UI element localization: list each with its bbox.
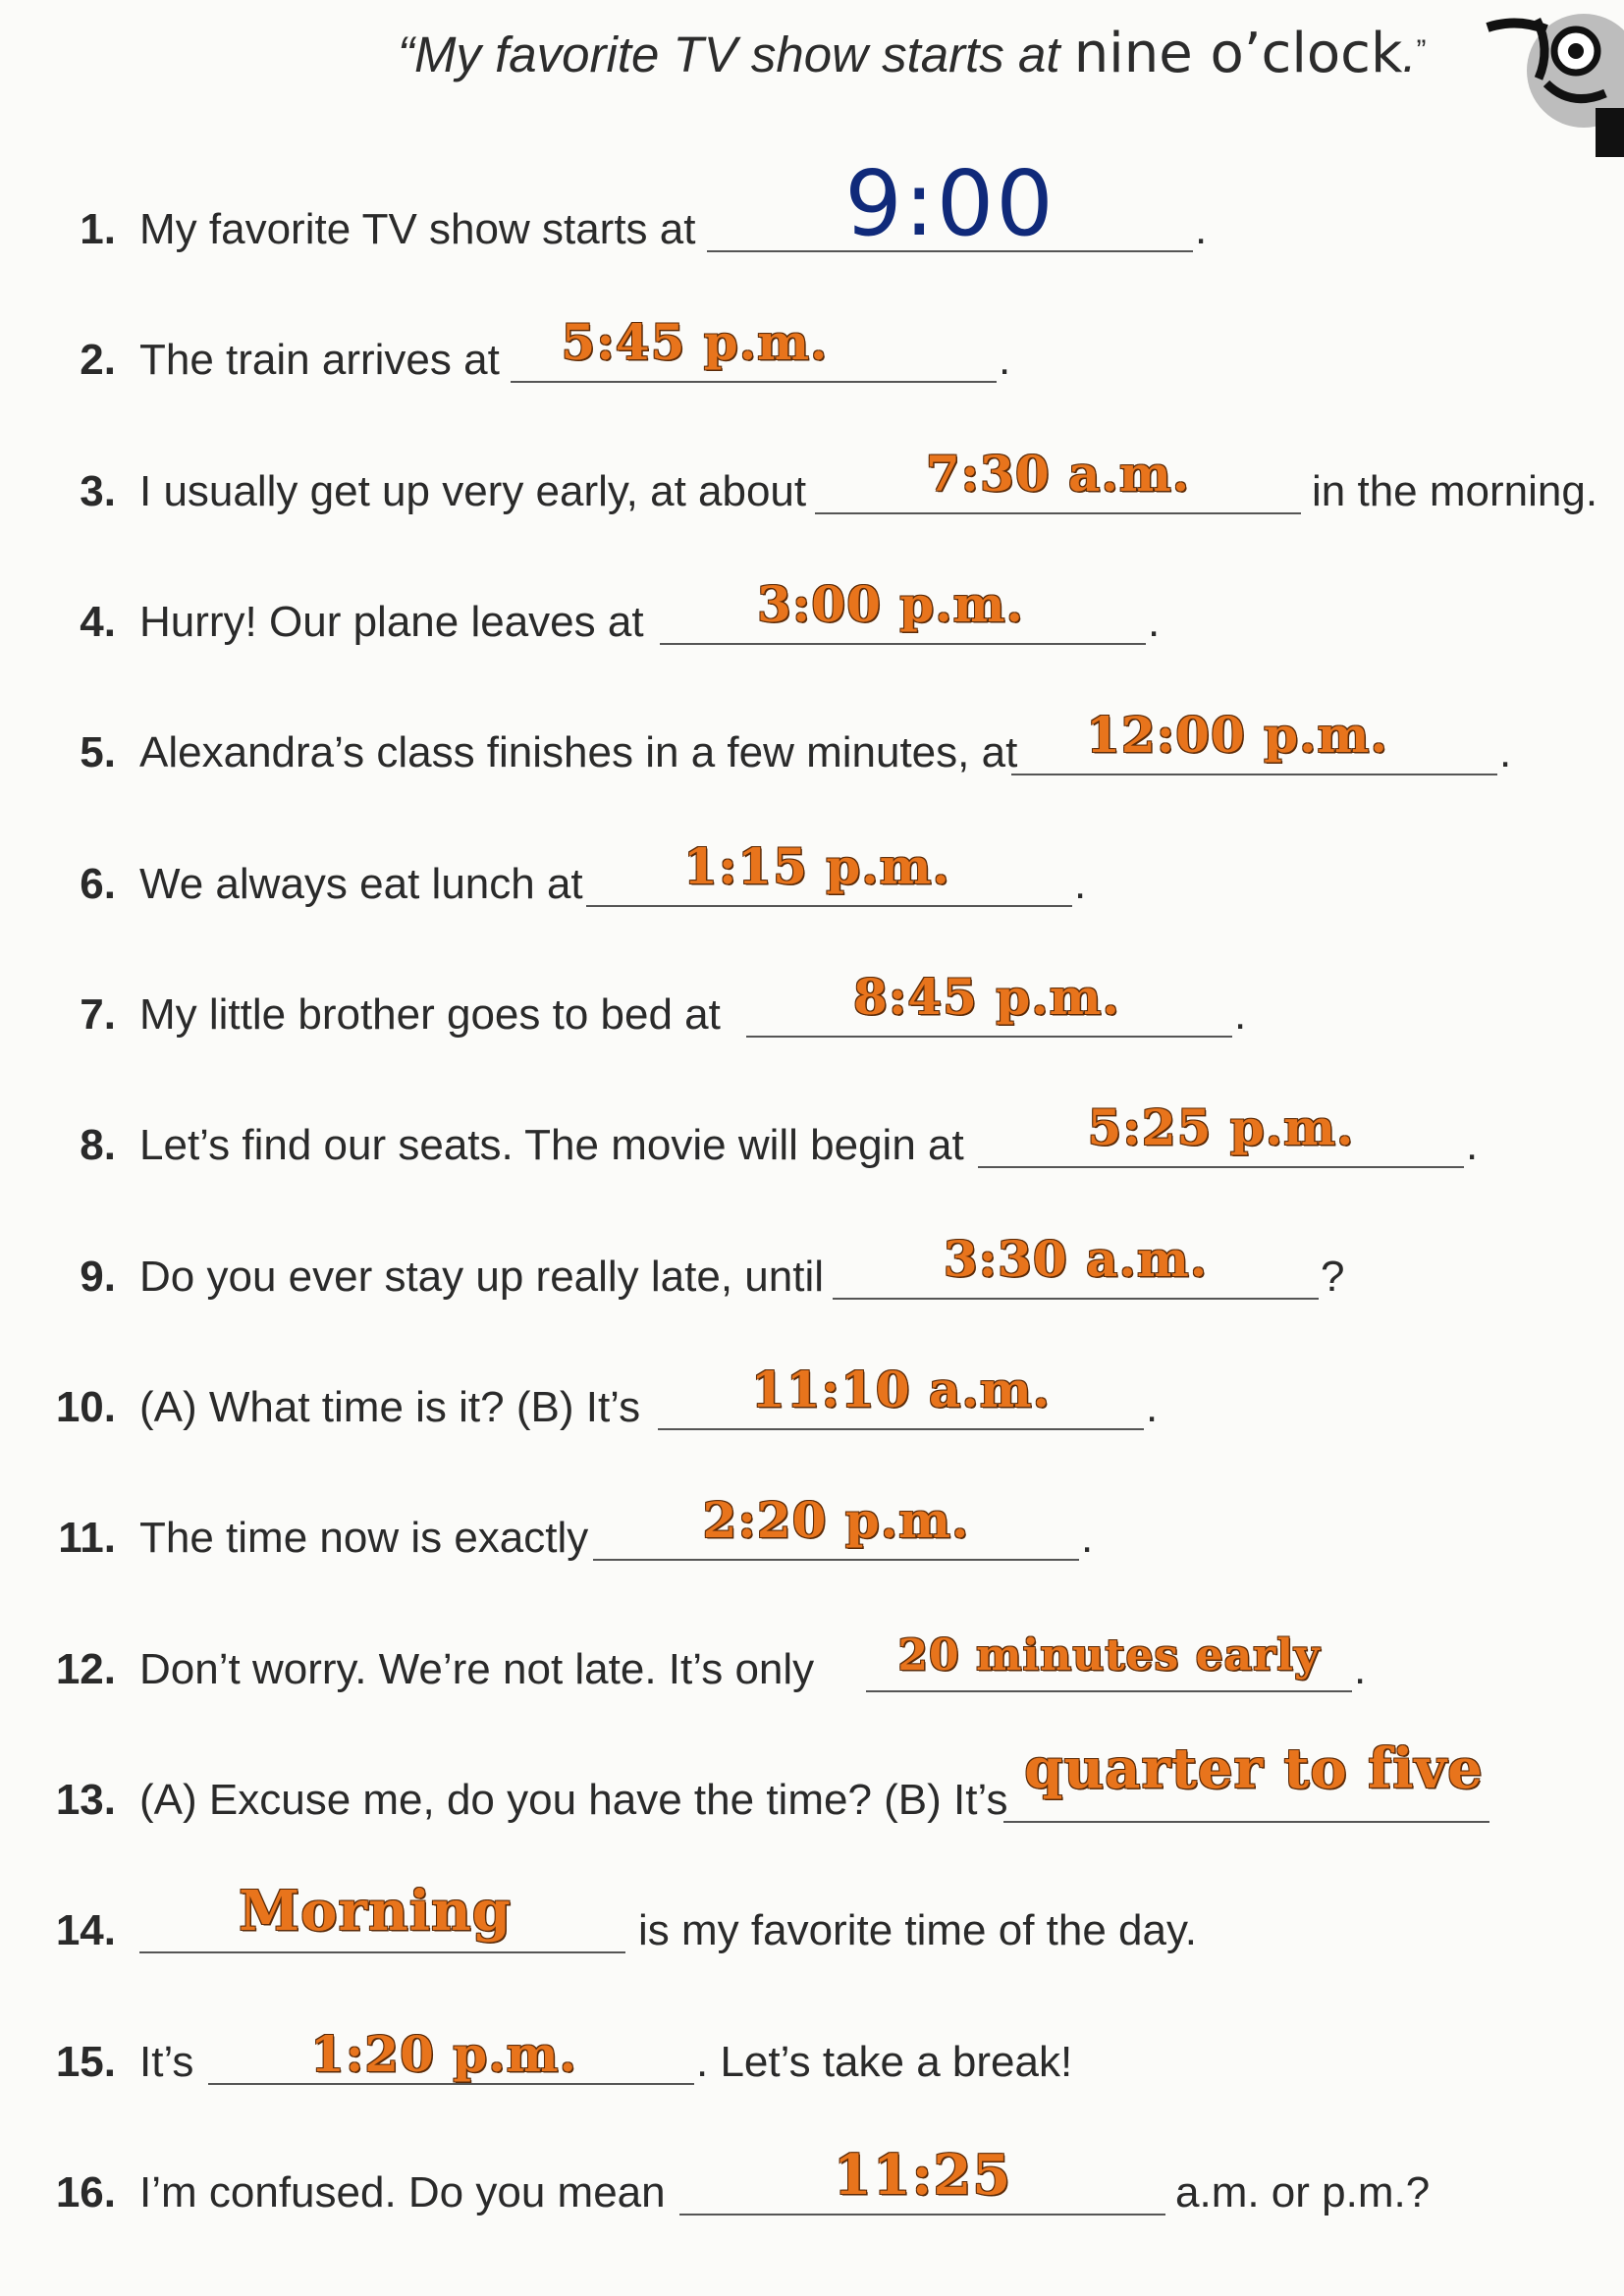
- answer-text: 2:20 p.m.: [702, 1491, 970, 1549]
- question-item-1: [0, 151, 1624, 260]
- answer-blank[interactable]: [208, 2083, 694, 2085]
- item-number: 3.: [80, 467, 116, 515]
- item-text-after: .: [1074, 860, 1087, 908]
- item-text-after: .: [1081, 1514, 1094, 1562]
- example-close-quote: ”: [1416, 34, 1427, 67]
- question-item-13: [0, 1736, 1624, 1831]
- item-number: 6.: [80, 860, 116, 908]
- example-sentence: [398, 22, 1427, 85]
- item-text-after: ?: [1321, 1253, 1345, 1301]
- question-item-14: [0, 1879, 1624, 1961]
- answer-blank[interactable]: [866, 1690, 1352, 1692]
- answer-text: 9:00: [844, 151, 1056, 256]
- item-number: 5.: [80, 728, 116, 776]
- answer-text: quarter to five: [1024, 1736, 1484, 1801]
- question-item-10: [0, 1360, 1624, 1438]
- item-text-after: .: [1148, 598, 1161, 646]
- answer-blank[interactable]: [660, 643, 1146, 645]
- answer-blank[interactable]: [978, 1166, 1464, 1168]
- item-number: 7.: [80, 990, 116, 1039]
- item-number: 14.: [55, 1906, 116, 1954]
- item-number: 10.: [55, 1383, 116, 1431]
- answer-blank[interactable]: [815, 512, 1301, 514]
- answer-text: 1:15 p.m.: [683, 837, 950, 895]
- answer-blank[interactable]: [833, 1298, 1319, 1300]
- answer-text: 11:10 a.m.: [750, 1361, 1052, 1418]
- item-text-before: The time now is exactly: [139, 1514, 589, 1562]
- item-number: 8.: [80, 1121, 116, 1169]
- item-text-before: My little brother goes to bed at: [139, 990, 721, 1039]
- item-text-before: It’s: [139, 2038, 194, 2086]
- answer-blank[interactable]: [139, 1951, 625, 1953]
- clock-cartoon-icon: [1478, 10, 1624, 157]
- question-item-3: [0, 444, 1624, 522]
- answer-blank[interactable]: [593, 1559, 1079, 1561]
- question-item-16: [0, 2145, 1624, 2223]
- item-text-before: Don’t worry. We’re not late. It’s only: [139, 1645, 815, 1693]
- answer-blank[interactable]: [511, 381, 997, 383]
- item-text-after: .: [999, 336, 1011, 384]
- item-text-before: I usually get up very early, at about: [139, 467, 807, 515]
- answer-text: 5:25 p.m.: [1087, 1098, 1355, 1156]
- item-text-before: Do you ever stay up really late, until: [139, 1253, 825, 1301]
- question-item-8: [0, 1097, 1624, 1176]
- answer-blank[interactable]: [658, 1428, 1144, 1430]
- item-text-after: .: [1354, 1645, 1367, 1693]
- question-item-9: [0, 1229, 1624, 1308]
- answer-blank[interactable]: [1011, 774, 1497, 775]
- answer-text: Morning: [239, 1879, 512, 1944]
- question-item-7: [0, 967, 1624, 1045]
- item-text-before: We always eat lunch at: [139, 860, 583, 908]
- answer-text: 20 minutes early: [897, 1630, 1321, 1681]
- item-text-after: .: [1146, 1383, 1159, 1431]
- answer-text: 7:30 a.m.: [925, 445, 1191, 503]
- item-text-after: is my favorite time of the day.: [638, 1906, 1197, 1954]
- example-open-quote: “: [398, 27, 414, 82]
- item-text-after: .: [1195, 205, 1208, 253]
- item-text-before: I’m confused. Do you mean: [139, 2168, 666, 2216]
- item-number: 13.: [55, 1776, 116, 1824]
- item-number: 15.: [55, 2038, 116, 2086]
- item-text-before: (A) Excuse me, do you have the time? (B) It’s: [139, 1776, 1008, 1824]
- item-text-before: My favorite TV show starts at: [139, 205, 696, 253]
- answer-text: 3:00 p.m.: [757, 575, 1024, 633]
- item-text-before: Alexandra’s class finishes in a few minutes, at: [139, 728, 1018, 776]
- answer-text: 8:45 p.m.: [853, 968, 1120, 1026]
- question-item-15: [0, 2014, 1624, 2093]
- item-text-after: .: [1234, 990, 1247, 1039]
- question-item-6: [0, 836, 1624, 915]
- item-number: 16.: [55, 2168, 116, 2216]
- example-bold-text: nine o’clock: [1073, 22, 1403, 85]
- item-text-before: The train arrives at: [139, 336, 500, 384]
- item-number: 2.: [80, 336, 116, 384]
- answer-text: 3:30 a.m.: [943, 1230, 1209, 1288]
- answer-blank[interactable]: [586, 905, 1072, 907]
- item-text-before: Hurry! Our plane leaves at: [139, 598, 644, 646]
- item-number: 1.: [80, 205, 116, 253]
- answer-blank[interactable]: [1003, 1821, 1489, 1823]
- answer-blank[interactable]: [746, 1036, 1232, 1038]
- item-number: 12.: [55, 1645, 116, 1693]
- item-text-before: (A) What time is it? (B) It’s: [139, 1383, 641, 1431]
- answer-text: 11:25: [833, 2143, 1012, 2208]
- item-number: 4.: [80, 598, 116, 646]
- example-italic-text: My favorite TV show starts at: [413, 27, 1074, 82]
- answer-text: 12:00 p.m.: [1086, 706, 1388, 764]
- item-text-after: . Let’s take a break!: [696, 2038, 1073, 2086]
- question-item-11: [0, 1490, 1624, 1569]
- item-number: 11.: [58, 1514, 116, 1562]
- answer-text: 1:20 p.m.: [310, 2025, 577, 2083]
- question-item-2: [0, 312, 1624, 391]
- item-text-after: a.m. or p.m.?: [1175, 2168, 1431, 2216]
- example-period: .: [1402, 27, 1417, 82]
- item-text-after: .: [1466, 1121, 1479, 1169]
- question-item-12: [0, 1622, 1624, 1700]
- answer-blank[interactable]: [679, 2214, 1165, 2216]
- item-text-after: .: [1499, 728, 1512, 776]
- item-number: 9.: [80, 1253, 116, 1301]
- item-text-before: Let’s find our seats. The movie will begin at: [139, 1121, 964, 1169]
- item-text-after: in the morning.: [1312, 467, 1598, 515]
- question-item-5: [0, 705, 1624, 783]
- question-item-4: [0, 574, 1624, 653]
- answer-text: 5:45 p.m.: [561, 313, 829, 371]
